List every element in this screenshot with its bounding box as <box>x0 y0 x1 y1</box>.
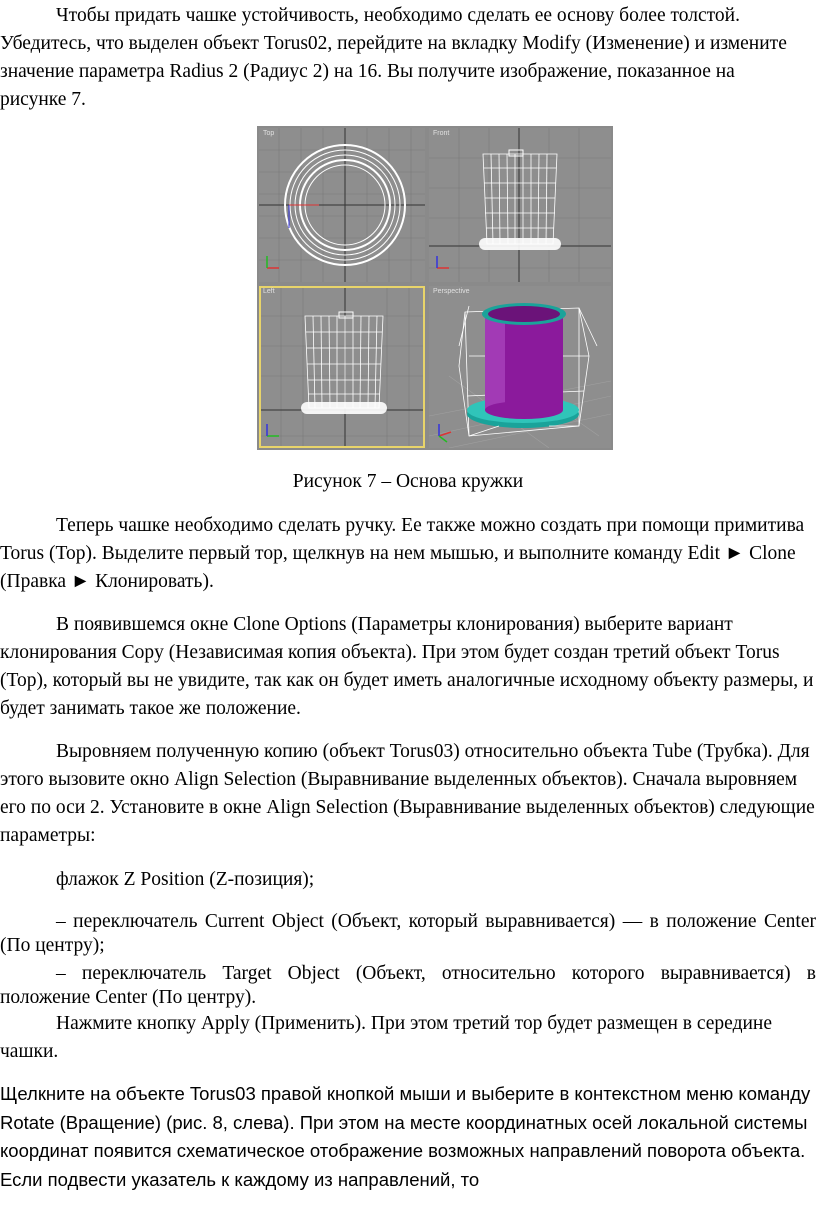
viewport-left[interactable] <box>259 286 425 448</box>
paragraph-2: Теперь чашке необходимо сделать ручку. Ее также можно создать при помощи примитива Torus (Тор). Выделите первый тор, щелкнув на нем мышью, и выполните команду Edit ► Clone (Правка ► Клонировать). <box>0 515 805 592</box>
viewport-label: Front <box>433 130 450 137</box>
paragraph-3: В появившемся окне Clone Options (Параметры клонирования) выберите вариант клонирования Copy (Независимая копия объекта). При этом будет создан третий объект Torus (Тор), который вы не увидите, так как он будет иметь аналогичные исходному объекту размеры, и будет занимать такое же положение. <box>0 614 814 719</box>
paragraph-6: – переключатель Current Object (Объект, который выравнивается) — в положение Center (По центру); <box>0 911 816 956</box>
figure-7 <box>257 126 613 450</box>
viewport-label: Perspective <box>433 288 470 295</box>
viewport-label: Left <box>263 288 275 295</box>
paragraph-1: Чтобы придать чашке устойчивость, необходимо сделать ее основу более толстой. Убедитесь, что выделен объект Torus02, перейдите на вкладку Modify (Изменение) и измените значение параметра Radius 2 (Радиус 2) на 16. Вы получите изображение, показанное на рисунке 7. <box>0 5 787 110</box>
left-view-drawing <box>259 286 425 448</box>
viewport-top[interactable] <box>259 128 425 282</box>
perspective-view-drawing <box>429 286 611 448</box>
viewport-label: Top <box>263 130 275 137</box>
top-view-drawing <box>259 128 425 282</box>
paragraph-9: Щелкните на объекте Torus03 правой кнопкой мыши и выберите в контекстном меню команду Rotate (Вращение) (рис. 8, слева). При этом на месте координатных осей локальной системы координат появится схематическое отображение возможных направлений поворота объекта. Если подвести указатель к каждому из направлений, то <box>0 1083 811 1190</box>
paragraph-7: – переключатель Target Object (Объект, относительно которого выравнивается) в положение Center (По центру). <box>0 963 816 1008</box>
paragraph-8: Нажмите кнопку Apply (Применить). При этом третий тор будет размещен в середине чашки. <box>0 1013 773 1062</box>
paragraph-4: Выровняем полученную копию (объект Torus03) относительно объекта Tube (Трубка). Для этого вызовите окно Align Selection (Выравнивание выделенных объектов). Сначала выровняем его по оси 2. Установите в окне Align Selection (Выравнивание выделенных объектов) следующие параметры: <box>0 741 815 846</box>
figure-caption: Рисунок 7 – Основа кружки <box>292 471 524 492</box>
viewport-perspective[interactable] <box>429 286 611 448</box>
viewport-front[interactable] <box>429 128 611 282</box>
paragraph-5: флажок Z Position (Z-позиция); <box>56 869 315 890</box>
front-view-drawing <box>429 128 611 282</box>
